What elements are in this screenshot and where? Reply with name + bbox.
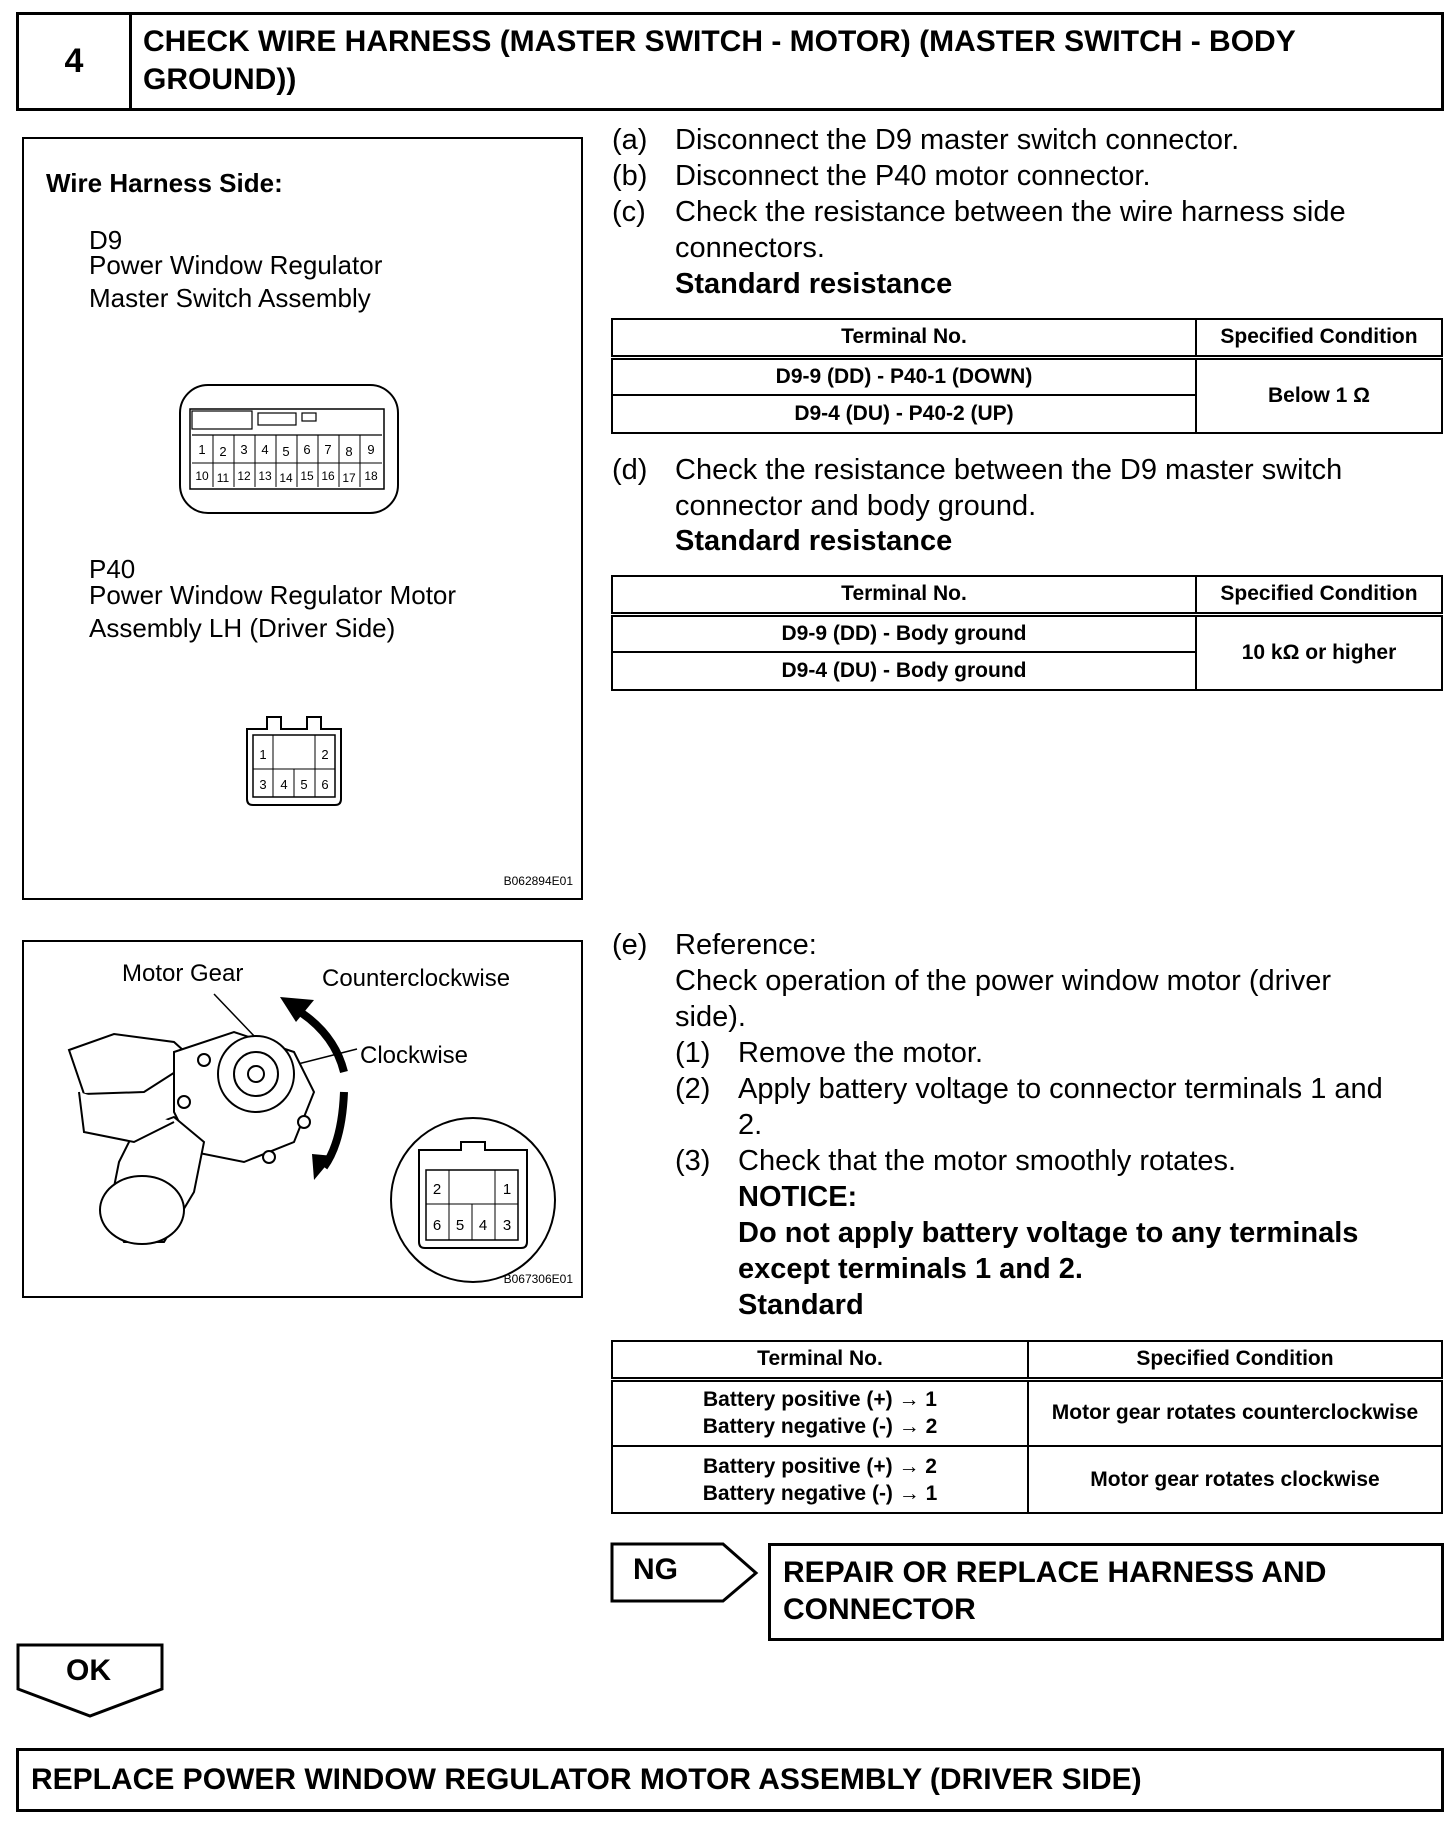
d9-pin: 9 <box>367 442 375 457</box>
motor-pin: 3 <box>502 1217 512 1234</box>
counterclockwise-label: Counterclockwise <box>322 965 511 992</box>
final-action-text: REPLACE POWER WINDOW REGULATOR MOTOR ASSEMBLY (DRIVER SIDE) <box>31 1763 1142 1796</box>
d9-pin: 17 <box>342 471 356 485</box>
substep-1-text: Remove the motor. <box>738 1037 983 1069</box>
motor-pin: 2 <box>432 1181 442 1198</box>
substep-2-line1: Apply battery voltage to connector terminals 1 and <box>738 1073 1383 1105</box>
table-cell: 10 kΩ or higher <box>1196 614 1442 690</box>
table-cell <box>612 1379 1028 1446</box>
d9-pin: 6 <box>303 442 311 457</box>
table-cell: D9-9 (DD) - Body ground <box>612 614 1196 652</box>
p40-pin: 3 <box>259 777 267 792</box>
d9-pin: 16 <box>321 469 335 483</box>
motor-gear-label: Motor Gear <box>122 960 244 987</box>
d9-pin: 15 <box>300 469 314 483</box>
motor-pin: 6 <box>432 1217 442 1234</box>
step-c-text-line2: connectors. <box>675 232 825 264</box>
step-d-line1: Check the resistance between the D9 master switch <box>675 454 1343 486</box>
ng-result-line1: REPAIR OR REPLACE HARNESS AND <box>783 1556 1327 1589</box>
motor-figure <box>22 940 583 1298</box>
notice-heading: NOTICE: <box>738 1181 858 1213</box>
table-cell <box>612 1446 1028 1513</box>
wire-harness-figure <box>22 137 583 900</box>
standard-resistance-heading: Standard resistance <box>675 268 953 300</box>
standard-resistance-heading: Standard resistance <box>675 525 953 557</box>
step-b-text: Disconnect the P40 motor connector. <box>675 160 1151 192</box>
d9-pin: 14 <box>279 471 293 485</box>
p40-connector-diagram <box>239 709 349 809</box>
step-e-line1: Check operation of the power window motor (driver <box>675 965 1332 997</box>
terminal-line: Battery positive (+) → 2 <box>703 1454 937 1478</box>
table-cell: Motor gear rotates counterclockwise <box>1028 1379 1442 1446</box>
d9-name-line2: Master Switch Assembly <box>89 283 371 313</box>
terminal-line: Battery negative (-) → 2 <box>702 1415 938 1439</box>
step-d-line2: connector and body ground. <box>675 490 1037 522</box>
terminal-line: Battery positive (+) → 1 <box>703 1388 937 1412</box>
figure-id: B062894E01 <box>503 874 573 888</box>
terminal-line: Battery negative (-) → 1 <box>702 1481 938 1505</box>
table-cell: D9-4 (DU) - P40-2 (UP) <box>612 395 1196 433</box>
table-header: Terminal No. <box>612 319 1196 357</box>
step-b-label: (b) <box>612 160 648 192</box>
notice-line1: Do not apply battery voltage to any terminals <box>738 1217 1359 1249</box>
p40-pin: 4 <box>280 777 288 792</box>
standard-heading: Standard <box>738 1289 864 1321</box>
table-cell: D9-4 (DU) - Body ground <box>612 652 1196 690</box>
ng-label: NG <box>633 1553 678 1586</box>
motor-illustration <box>24 942 581 1296</box>
ng-result-box <box>768 1543 1444 1641</box>
d9-connector-diagram <box>174 379 404 519</box>
table-cell: Below 1 Ω <box>1196 357 1442 433</box>
table-header: Specified Condition <box>1028 1341 1442 1379</box>
d9-pin: 12 <box>237 469 251 483</box>
d9-pin: 18 <box>364 469 378 483</box>
table-cell: D9-9 (DD) - P40-1 (DOWN) <box>612 357 1196 395</box>
motor-pin: 4 <box>478 1217 488 1234</box>
resistance-table-2 <box>611 575 1443 691</box>
p40-code: P40 <box>89 554 136 584</box>
substep-2-label: (2) <box>675 1073 711 1105</box>
table-cell: Motor gear rotates clockwise <box>1028 1446 1442 1513</box>
resistance-table-1 <box>611 318 1443 434</box>
motor-pin: 1 <box>502 1181 512 1198</box>
p40-pin: 6 <box>321 777 329 792</box>
step-a-text: Disconnect the D9 master switch connector. <box>675 124 1240 156</box>
step-d-label: (d) <box>612 454 648 486</box>
substep-3-text: Check that the motor smoothly rotates. <box>738 1145 1237 1177</box>
d9-pin: 10 <box>195 469 209 483</box>
step-c-label: (c) <box>612 196 646 228</box>
substep-2-line2: 2. <box>738 1109 763 1141</box>
motor-operation-table <box>611 1340 1443 1514</box>
d9-name-line1: Power Window Regulator <box>89 250 383 280</box>
d9-pin: 13 <box>258 469 272 483</box>
d9-pin: 7 <box>324 442 332 457</box>
substep-3-label: (3) <box>675 1145 711 1177</box>
motor-pin: 5 <box>455 1217 465 1234</box>
table-header: Terminal No. <box>612 1341 1028 1379</box>
step-header <box>16 12 1444 111</box>
table-header: Specified Condition <box>1196 576 1442 614</box>
figure-id: B067306E01 <box>503 1272 573 1286</box>
d9-pin: 8 <box>345 444 353 459</box>
final-action-box <box>16 1748 1444 1812</box>
step-c-text-line1: Check the resistance between the wire harness side <box>675 196 1346 228</box>
d9-code: D9 <box>89 225 123 255</box>
step-e-reference: Reference: <box>675 929 817 961</box>
d9-pin: 11 <box>216 471 230 485</box>
step-number: 4 <box>19 15 132 108</box>
p40-name-line2: Assembly LH (Driver Side) <box>89 613 396 643</box>
notice-line2: except terminals 1 and 2. <box>738 1253 1083 1285</box>
figure-heading: Wire Harness Side: <box>46 168 283 198</box>
d9-pin: 4 <box>261 442 269 457</box>
step-e-label: (e) <box>612 929 648 961</box>
ng-result-line2: CONNECTOR <box>783 1593 976 1626</box>
clockwise-label: Clockwise <box>360 1042 469 1069</box>
step-title: CHECK WIRE HARNESS (MASTER SWITCH - MOTOR) (MASTER SWITCH - BODY GROUND)) <box>143 25 1296 96</box>
step-e-line2: side). <box>675 1001 746 1033</box>
d9-pin: 3 <box>240 442 248 457</box>
table-header: Terminal No. <box>612 576 1196 614</box>
ok-label: OK <box>66 1654 111 1687</box>
substep-1-label: (1) <box>675 1037 711 1069</box>
p40-name-line1: Power Window Regulator Motor <box>89 580 457 610</box>
p40-pin: 5 <box>300 777 308 792</box>
d9-pin: 2 <box>219 444 227 459</box>
d9-pin: 1 <box>198 442 206 457</box>
table-header: Specified Condition <box>1196 319 1442 357</box>
d9-pin: 5 <box>282 444 290 459</box>
p40-pin: 1 <box>259 747 267 762</box>
step-a-label: (a) <box>612 124 648 156</box>
p40-pin: 2 <box>321 747 329 762</box>
